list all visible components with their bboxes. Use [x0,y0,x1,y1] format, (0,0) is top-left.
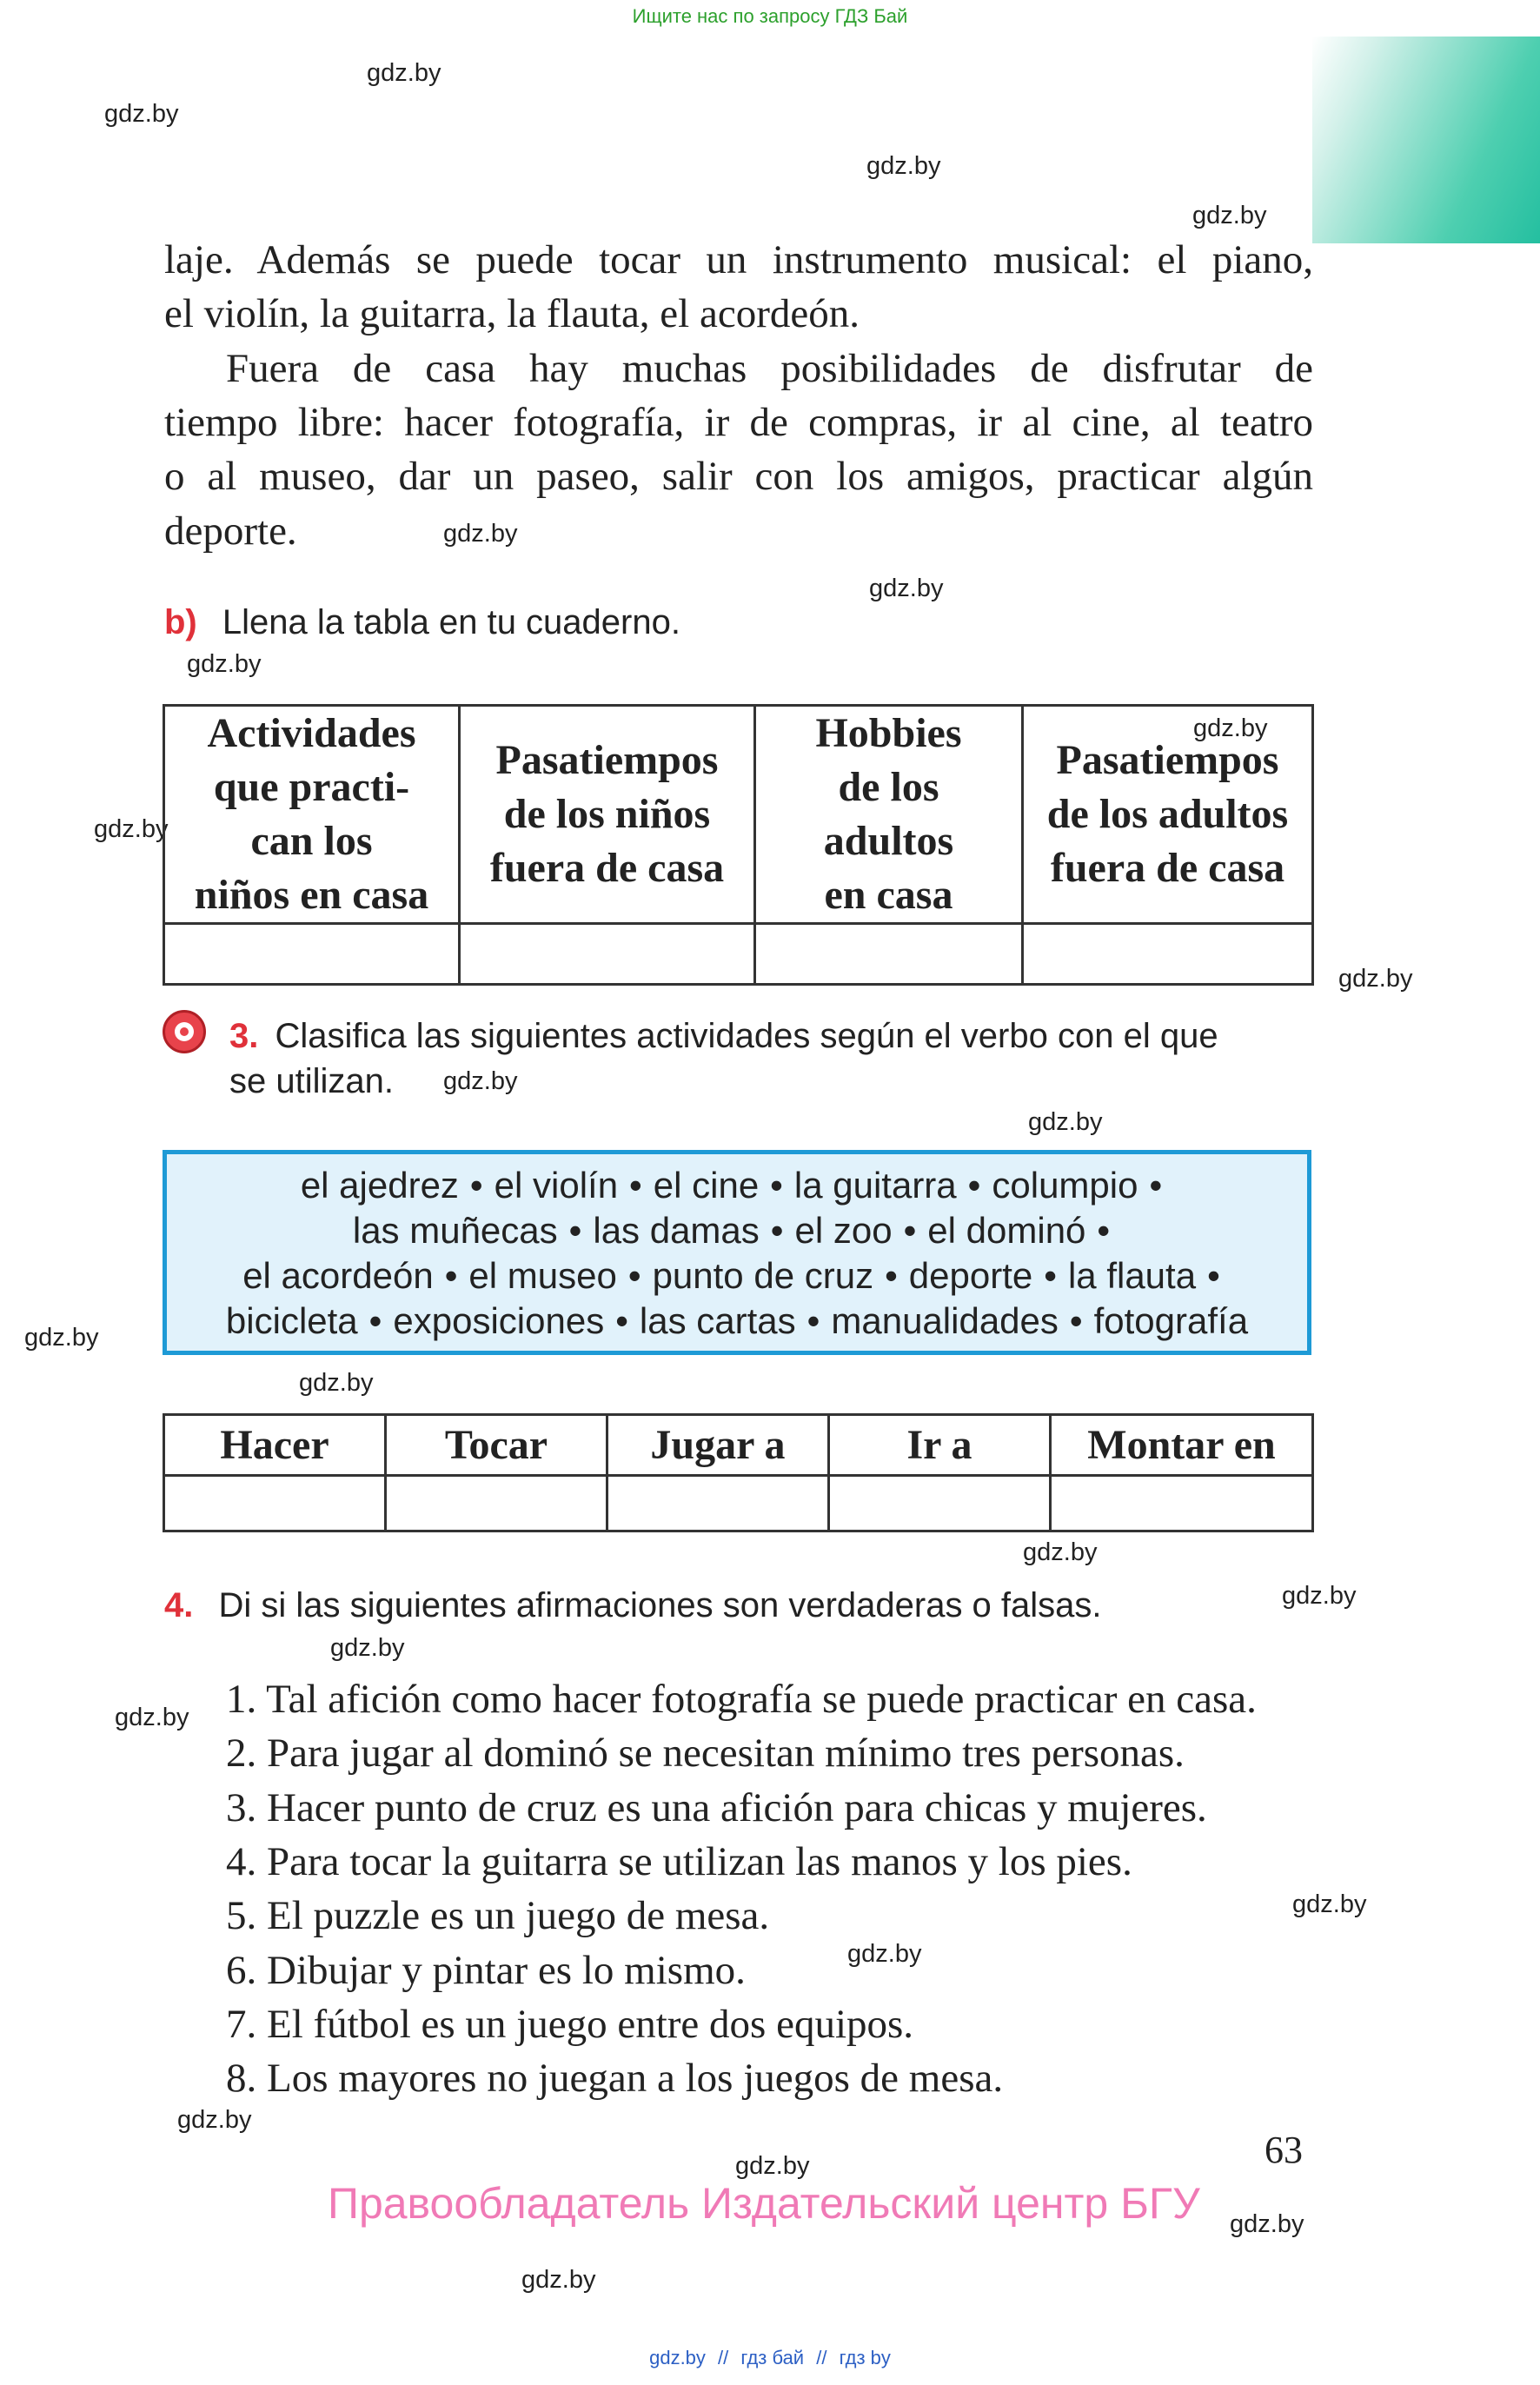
text-line: tiempo libre: hacer fotografía, ir de compras, ir al cine, al teatro [164,400,1313,445]
watermark: gdz.by [521,2266,596,2294]
watermark: gdz.by [443,1067,518,1095]
top-search-banner[interactable]: Ищите нас по запросу ГДЗ Бай [632,5,908,27]
footer-link[interactable]: gdz.by [649,2347,706,2368]
empty-cell [1051,1476,1313,1531]
task-label: b) [164,603,197,641]
text-line: laje. Además se puede tocar un instrumento musical: el piano, [164,237,1313,282]
watermark: gdz.by [735,2152,810,2180]
task-3 [229,1017,1218,1056]
audio-cd-icon[interactable] [163,1010,206,1053]
word-box [163,1150,1311,1355]
watermark: gdz.by [104,100,179,128]
statement-item: 7. El fútbol es un juego entre dos equipos. [226,2002,914,2047]
word-line: el ajedrez • el violín • el cine • la guitarra • columpio • [300,1165,1163,1206]
column-header: Jugar a [607,1415,829,1476]
empty-cell [386,1476,607,1531]
task-text: Llena la tabla en tu cuaderno. [222,603,680,641]
statement-item: 5. El puzzle es un juego de mesa. [226,1893,770,1938]
watermark: gdz.by [367,59,441,87]
word: bicicleta [225,1300,358,1341]
watermark: gdz.by [1192,202,1267,229]
footer-link[interactable]: гдз by [839,2347,891,2368]
word: el museo [468,1255,617,1296]
watermark: gdz.by [115,1704,189,1731]
word: la guitarra [793,1165,957,1206]
statement-item: 6. Dibujar y pintar es lo mismo. [226,1948,746,1993]
watermark: gdz.by [24,1324,99,1352]
word: las muñecas [352,1210,558,1251]
watermark: gdz.by [94,815,169,843]
footer-link[interactable]: гдз бай [740,2347,805,2368]
word: fotografía [1093,1300,1249,1341]
watermark: gdz.by [1193,714,1268,742]
empty-cell [164,1476,386,1531]
watermark: gdz.by [443,520,518,548]
task-number: 3. [229,1017,259,1055]
watermark: gdz.by [299,1369,374,1397]
word: la flauta [1067,1255,1197,1296]
watermark: gdz.by [1292,1890,1367,1918]
statement-item: 4. Para tocar la guitarra se utilizan las manos y los pies. [226,1839,1132,1884]
empty-cell [829,1476,1051,1531]
word: columpio [992,1165,1138,1206]
empty-cell [1023,924,1313,985]
footer-separator: // [816,2347,827,2368]
empty-cell [607,1476,829,1531]
watermark: gdz.by [1230,2210,1304,2238]
word: el violín [494,1165,619,1206]
empty-cell [164,924,460,985]
watermark: gdz.by [869,575,944,602]
statement-item: 3. Hacer punto de cruz es una afición para chicas y mujeres. [226,1785,1207,1830]
word: deporte [908,1255,1033,1296]
watermark: gdz.by [1338,965,1413,993]
word: el dominó [927,1210,1086,1251]
watermark: gdz.by [330,1634,405,1662]
corner-decoration [1312,37,1540,243]
column-header: Hacer [164,1415,386,1476]
column-header: Hobbies de los adultos en casa [755,706,1023,924]
statement-item: 2. Para jugar al dominó se necesitan mínimo tres personas. [226,1731,1185,1776]
text-line: Fuera de casa hay muchas posibilidades de disfrutar de [226,346,1313,391]
word: exposiciones [393,1300,605,1341]
watermark: gdz.by [1028,1108,1103,1136]
word-line: bicicleta • exposiciones • las cartas • manualidades • fotografía [225,1300,1249,1341]
word: el cine [653,1165,760,1206]
empty-cell [460,924,755,985]
task-text: se utilizan. [229,1062,394,1100]
activities-table [163,704,1314,986]
word: las damas [593,1210,760,1251]
footer-links [0,2347,1540,2369]
column-header: Tocar [386,1415,607,1476]
text-line: el violín, la guitarra, la flauta, el acordeón. [164,291,860,336]
column-header: Actividades que practi- can los niños en casa [164,706,460,924]
watermark: gdz.by [1023,1538,1098,1566]
word: punto de cruz [652,1255,874,1296]
column-header: Pasatiempos de los niños fuera de casa [460,706,755,924]
task-number: 4. [164,1586,194,1624]
watermark: gdz.by [1282,1582,1357,1610]
text-line: o al museo, dar un paseo, salir con los amigos, practicar algún [164,454,1313,499]
word: manualidades [831,1300,1059,1341]
task-text: Clasifica las siguientes actividades según el verbo con el que [275,1017,1218,1055]
statement-item: 1. Tal afición como hacer fotografía se puede practicar en casa. [226,1677,1257,1722]
task-4 [164,1586,1102,1625]
statement-item: 8. Los mayores no juegan a los juegos de mesa. [226,2056,1004,2101]
copyright-notice: Правообладатель Издательский центр БГУ [328,2179,1200,2228]
word: el ajedrez [300,1165,459,1206]
column-header: Montar en [1051,1415,1313,1476]
task-b [164,603,680,642]
footer-separator: // [718,2347,729,2368]
watermark: gdz.by [187,650,262,678]
column-header: Pasatiempos de los adultos fuera de casa [1023,706,1313,924]
verbs-table [163,1413,1314,1532]
watermark: gdz.by [847,1940,922,1968]
page-number: 63 [1265,2129,1303,2171]
word: el acordeón [242,1255,434,1296]
watermark: gdz.by [866,152,941,180]
task-text: Di si las siguientes afirmaciones son verdaderas o falsas. [218,1586,1102,1624]
word: las cartas [639,1300,796,1341]
empty-cell [755,924,1023,985]
word-line: las muñecas • las damas • el zoo • el dominó • [352,1210,1111,1251]
word: el zoo [794,1210,893,1251]
column-header: Ir a [829,1415,1051,1476]
watermark: gdz.by [177,2106,252,2134]
text-line: deporte. [164,508,297,554]
word-line: el acordeón • el museo • punto de cruz • deporte • la flauta • [242,1255,1220,1296]
